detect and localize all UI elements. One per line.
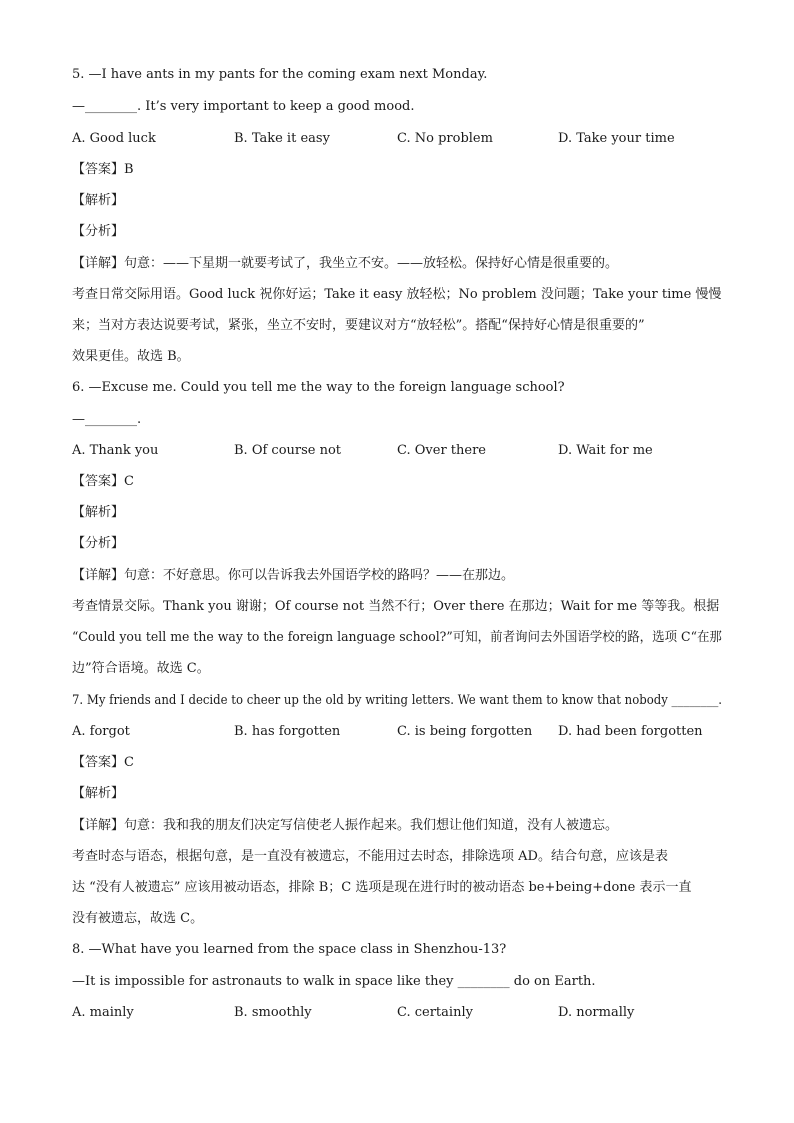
q7-answer [72,754,134,772]
detail-text: 句意：我和我的朋友们决定写信使老人振作起来。我们想让他们知道，没有人被遗忘。 [124,818,619,833]
q5-fenxi-label: 【分析】 [72,224,125,239]
q7-explain-line-1: 考查时态与语态，根据句意，是一直没有被遗忘，不能用过去时态，排除选项 AD。结合句意，应该是表 [72,849,668,864]
q5-explain-line-1: 考查日常交际用语。Good luck 祝你好运；Take it easy 放轻松；No problem 没问题；Take your time 慢慢 [72,287,722,302]
answer-value: B [124,162,134,177]
answer-label: 【答案】 [72,162,125,177]
detail-label: 【详解】 [72,256,125,271]
q5-explain-line-3: 效果更佳。故选 B。 [72,349,190,364]
answer-value: C [124,474,134,489]
q7-question: 7. My friends and I decide to cheer up the old by writing letters. We want them to know that nobody ________. [72,693,723,708]
q6-option-b: B. Of course not [234,443,342,458]
detail-text: 句意：——下星期一就要考试了，我坐立不安。——放轻松。保持好心情是很重要的。 [124,256,619,271]
q6-fenxi-label: 【分析】 [72,536,125,551]
q6-answer [72,473,134,491]
q6-option-c: C. Over there [397,443,486,458]
detail-label: 【详解】 [72,568,125,583]
answer-label: 【答案】 [72,474,125,489]
q6-option-a: A. Thank you [72,443,159,458]
answer-label: 【答案】 [72,755,125,770]
answer-value: C [124,755,134,770]
q5-analysis-label: 【解析】 [72,193,125,208]
q8-option-a: A. mainly [72,1005,134,1020]
q6-analysis-label: 【解析】 [72,505,125,520]
q8-question: 8. —What have you learned from the space class in Shenzhou-13? [72,942,507,957]
q6-response: —________. [72,412,142,427]
detail-label: 【详解】 [72,818,125,833]
q5-question: 5. —I have ants in my pants for the coming exam next Monday. [72,67,488,82]
q6-explain-line-3: 边”符合语境。故选 C。 [72,661,210,676]
q5-answer [72,161,134,179]
q7-detail [72,817,618,835]
q7-option-c: C. is being forgotten [397,724,533,739]
q6-options [72,442,712,460]
q5-option-b: B. Take it easy [234,131,330,146]
q7-options [72,723,712,741]
q5-explain-line-2: 来；当对方表达说要考试，紧张，坐立不安时，要建议对方“放轻松”。搭配“保持好心情是很重要的” [72,318,645,333]
q6-question: 6. —Excuse me. Could you tell me the way to the foreign language school? [72,380,565,395]
q5-options [72,130,712,148]
q5-option-a: A. Good luck [72,131,156,146]
q8-option-c: C. certainly [397,1005,473,1020]
q7-option-d: D. had been forgotten [558,724,703,739]
detail-text: 句意：不好意思。你可以告诉我去外国语学校的路吗？——在那边。 [124,568,515,583]
q6-explain-line-2: “Could you tell me the way to the foreign language school?”可知，前者询问去外国语学校的路，选项 C“在那 [72,630,722,645]
q8-options [72,1004,712,1022]
q5-detail [72,255,618,273]
q8-response: —It is impossible for astronauts to walk in space like they ________ do on Earth. [72,974,596,989]
q5-option-c: C. No problem [397,131,493,146]
q7-explain-line-3: 没有被遗忘，故选 C。 [72,911,204,926]
q6-option-d: D. Wait for me [558,443,653,458]
q7-option-a: A. forgot [72,724,130,739]
q6-detail [72,567,514,585]
q5-option-d: D. Take your time [558,131,675,146]
q8-option-d: D. normally [558,1005,635,1020]
q7-analysis-label: 【解析】 [72,786,125,801]
q8-option-b: B. smoothly [234,1005,312,1020]
q7-explain-line-2: 达 “没有人被遗忘” 应该用被动语态，排除 B；C 选项是现在进行时的被动语态 be+being+done 表示一直 [72,880,692,895]
q6-explain-line-1: 考查情景交际。Thank you 谢谢；Of course not 当然不行；Over there 在那边；Wait for me 等等我。根据 [72,599,720,614]
q7-option-b: B. has forgotten [234,724,341,739]
q5-response: —________. It’s very important to keep a good mood. [72,99,415,114]
